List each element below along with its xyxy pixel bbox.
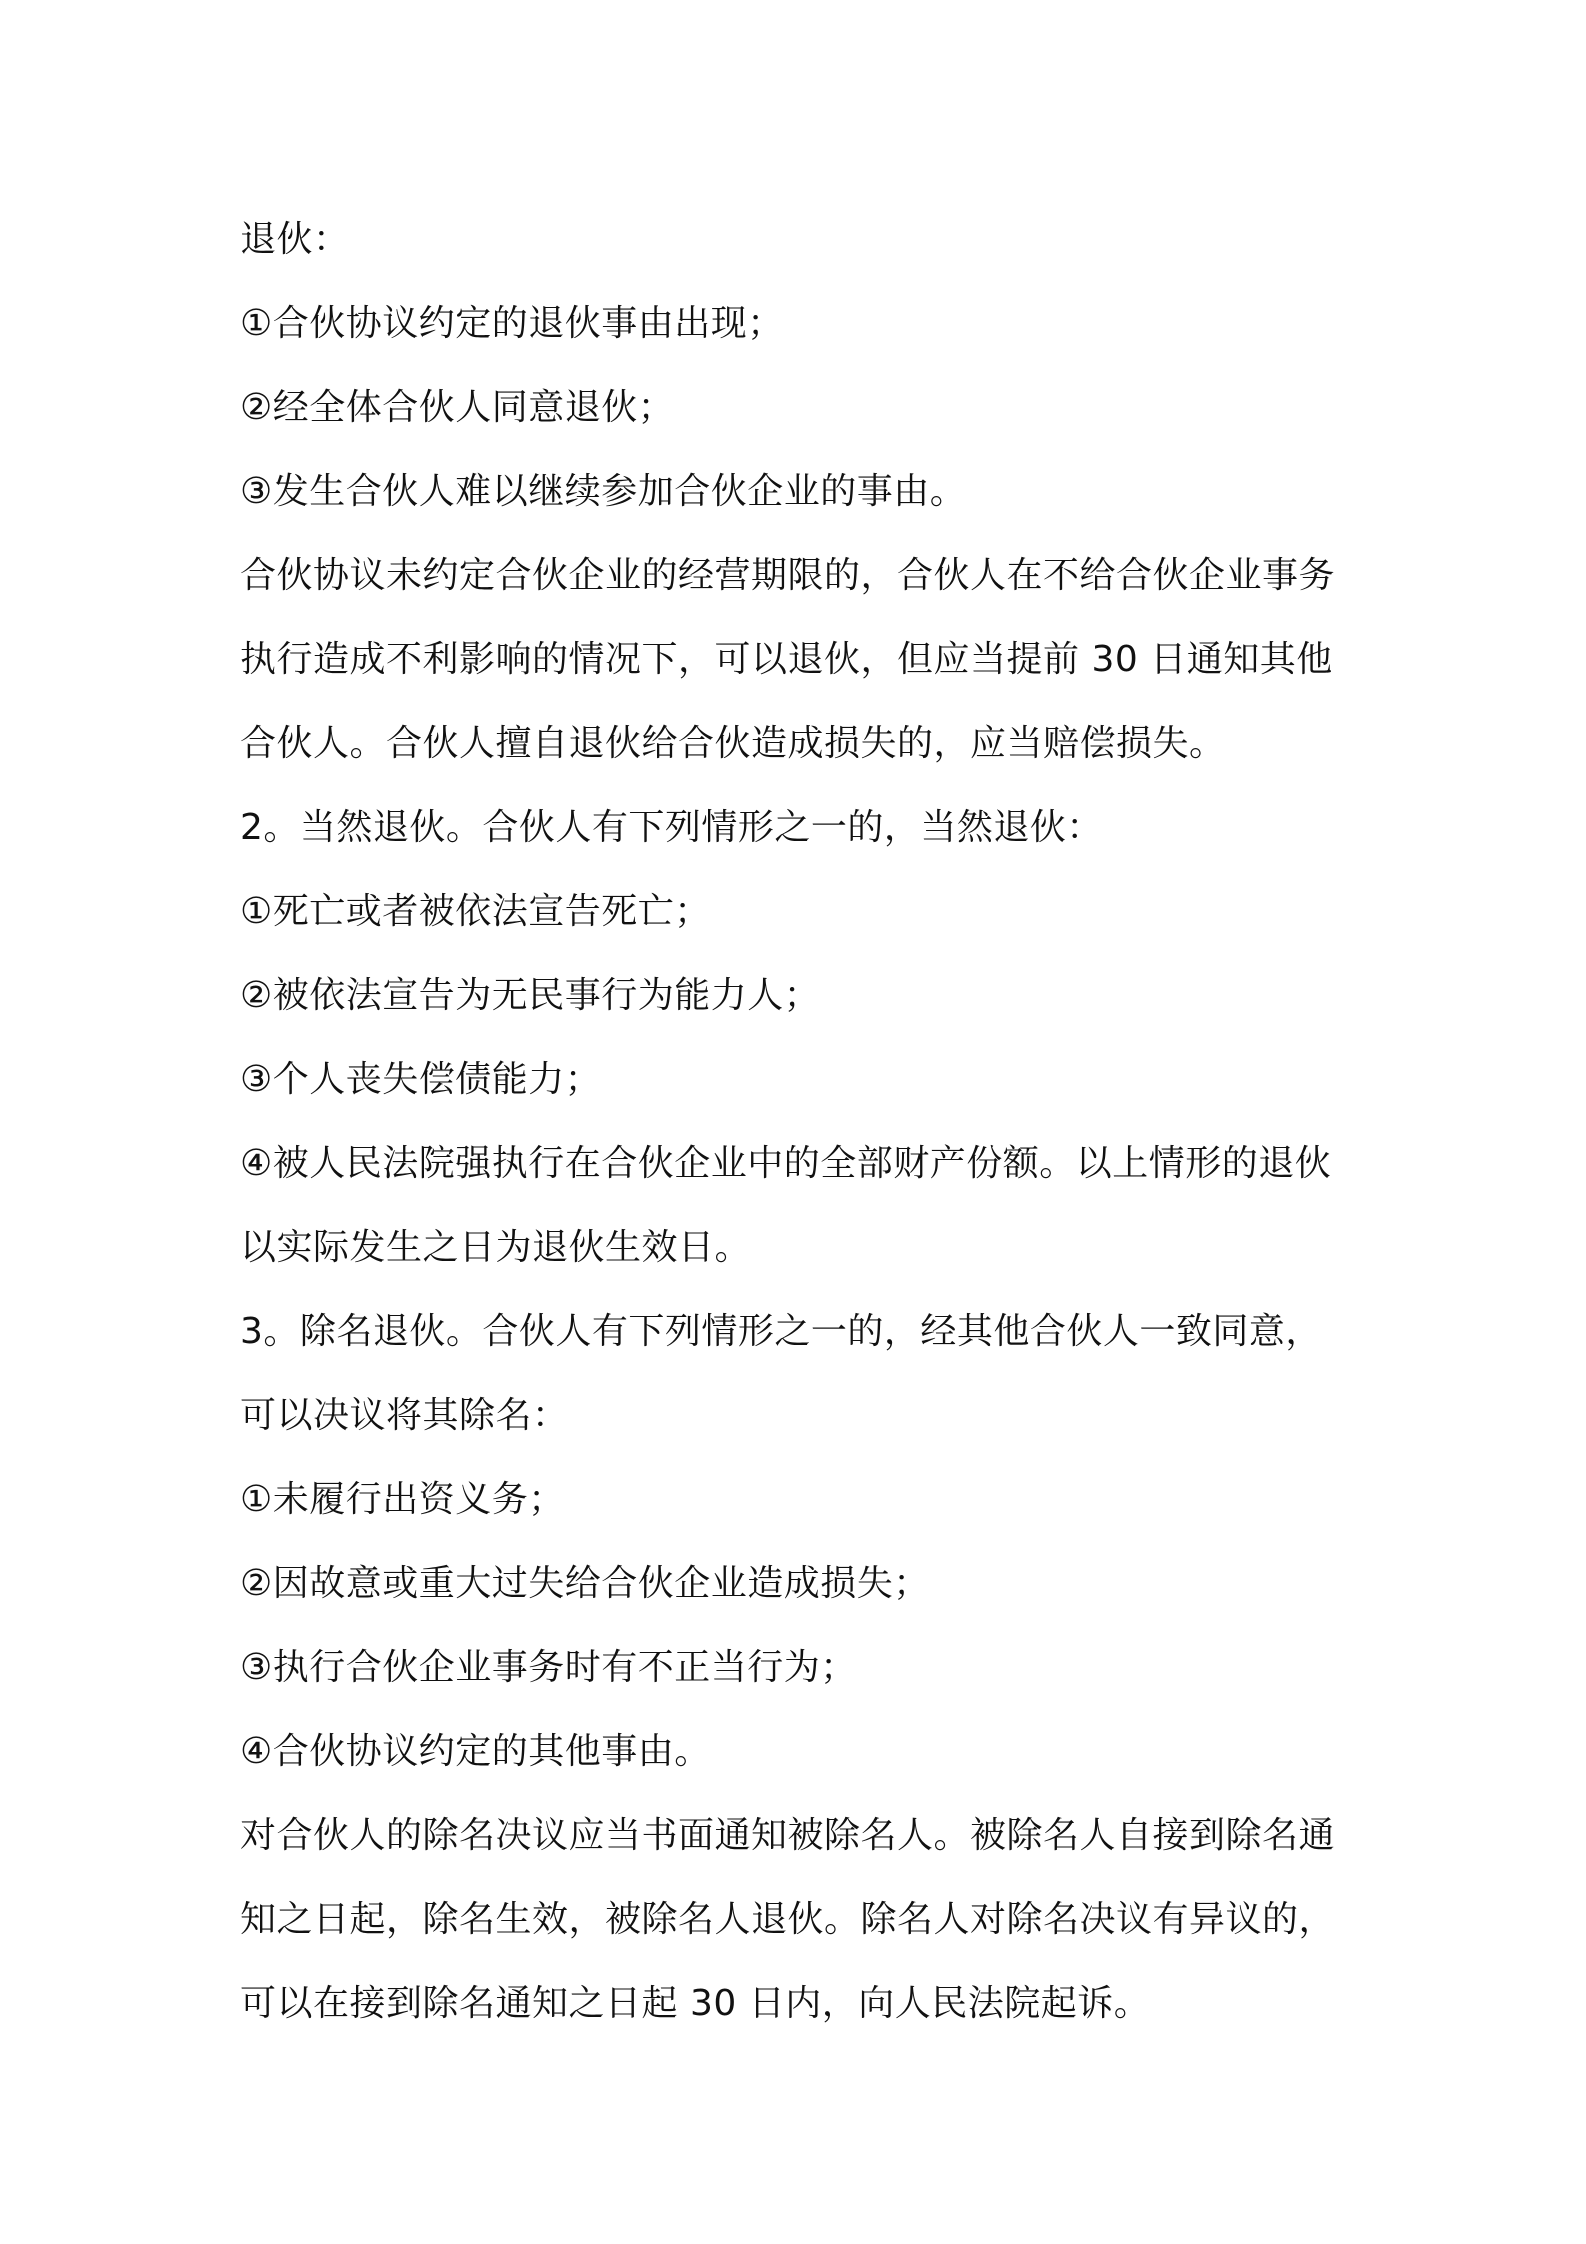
list-item-gross-negligence: ②因故意或重大过失给合伙企业造成损失； — [240, 1563, 930, 1604]
list-item-improper-conduct: ③执行合伙企业事务时有不正当行为； — [240, 1647, 857, 1688]
list-item-court-enforcement: ④被人民法院强执行在合伙企业中的全部财产份额。以上情形的退伙以实际发生之日为退伙生效日。 — [240, 1143, 1332, 1268]
paragraph-no-term-withdrawal: 合伙协议未约定合伙企业的经营期限的，合伙人在不给合伙企业事务执行造成不利影响的情况下，可以退伙，但应当提前 30 日通知其他合伙人。合伙人擅自退伙给合伙造成损失的，应当赔偿损失。 — [240, 555, 1336, 764]
list-item-no-contribution: ①未履行出资义务； — [240, 1479, 565, 1520]
paragraph-withdrawal-heading: 退伙： — [240, 219, 350, 260]
paragraph-expulsion-notice: 对合伙人的除名决议应当书面通知被除名人。被除名人自接到除名通知之日起，除名生效，被除名人退伙。除名人对除名决议有异议的，可以在接到除名通知之日起 30 日内，向人民法院起诉。 — [240, 1815, 1336, 2024]
list-item-difficulty-continuing: ③发生合伙人难以继续参加合伙企业的事由。 — [240, 471, 967, 512]
list-item-insolvency: ③个人丧失偿债能力； — [240, 1059, 602, 1100]
list-item-all-partners-consent: ②经全体合伙人同意退伙； — [240, 387, 675, 428]
list-item-no-civil-capacity: ②被依法宣告为无民事行为能力人； — [240, 975, 821, 1016]
list-item-death: ①死亡或者被依法宣告死亡； — [240, 891, 711, 932]
list-item-agreed-cause: ①合伙协议约定的退伙事由出现； — [240, 303, 784, 344]
list-item-other-causes: ④合伙协议约定的其他事由。 — [240, 1731, 711, 1772]
paragraph-automatic-withdrawal: 2。当然退伙。合伙人有下列情形之一的，当然退伙： — [240, 807, 1103, 848]
paragraph-expulsion: 3。除名退伙。合伙人有下列情形之一的，经其他合伙人一致同意，可以决议将其除名： — [240, 1311, 1322, 1436]
document-body — [240, 198, 1355, 2046]
